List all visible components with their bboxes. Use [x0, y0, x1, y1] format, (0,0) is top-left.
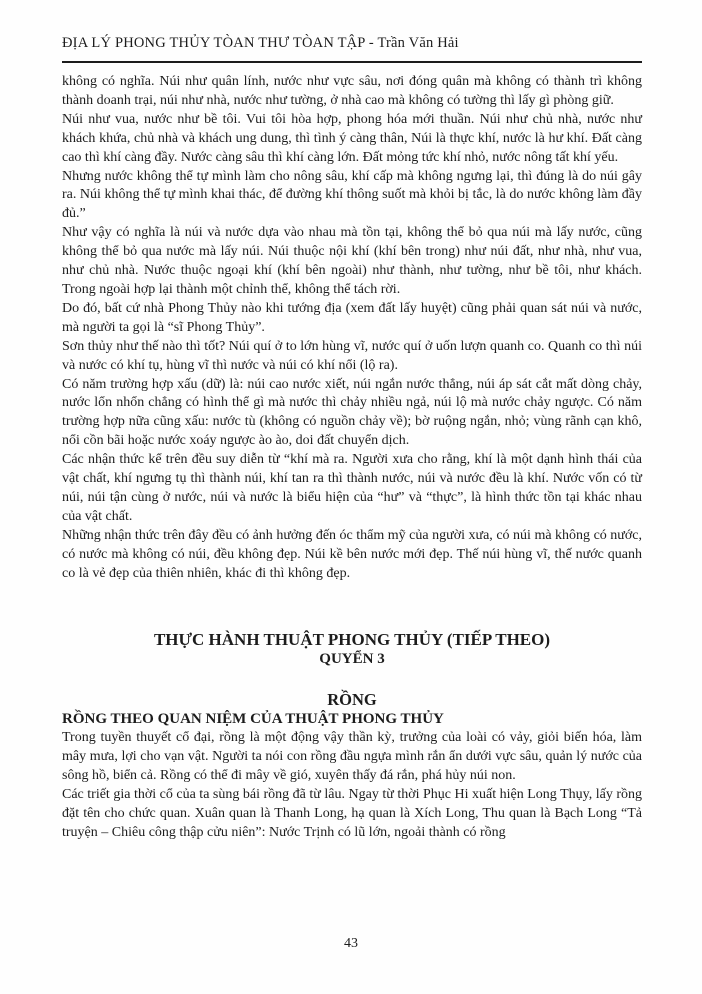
- section-title: THỰC HÀNH THUẬT PHONG THỦY (TIẾP THEO): [153, 630, 551, 650]
- chapter-title: RỒNG: [327, 690, 377, 710]
- paragraph: Các nhận thức kể trên đều suy diễn từ “khí mà ra. Người xưa cho rằng, khí là một dạnh hình thái của vật chất, khí ngưng tụ thì thành núi, khí tan ra thì thành nước, núi và nước đều là khí. Nước vốn có từ núi, núi tận cùng ở nước, núi và nước là biểu hiện của “hư” và “thực”, là hình thức tồn tại khác nhau của vật chất.: [62, 452, 642, 524]
- page-header: [62, 34, 642, 63]
- paragraph: Như vậy có nghĩa là núi và nước dựa vào nhau mà tồn tại, không thể bỏ qua núi mà lấy nước, cũng không thể bỏ qua nước mà lấy núi. Núi thuộc nội khí (khí bên trong) như núi đất, như nhà, như vua, như chủ nhà. Nước thuộc ngoại khí (khí bên ngoài) như thành, như tường, như bề tôi, như khách. Trong ngoài hợp lại thành một chỉnh thể, không thể tách rời.: [62, 225, 642, 297]
- paragraph: không có nghĩa. Núi như quân lính, nước như vực sâu, nơi đóng quân mà không có thành trì không thành doanh trại, núi như nhà, nước như tường, ở nhà cao mà không có tường thì lấy gì phòng giữ.: [62, 74, 642, 108]
- chapter-section: [62, 629, 642, 842]
- paragraph: Do đó, bất cứ nhà Phong Thủy nào khi tướng địa (xem đất lấy huyệt) cũng phải quan sát núi và nước, mà người ta gọi là “sĩ Phong Thủy”.: [62, 300, 642, 335]
- page-number: 43: [344, 936, 358, 951]
- paragraph: Các triết gia thời cổ của ta sùng bái rồng đã từ lâu. Ngay từ thời Phục Hi xuất hiện Long Thụy, lấy rồng đặt tên cho chức quan. Xuân quan là Thanh Long, hạ quan là Xích Long, Thu quan là Bạch Long “Tả truyện – Chiêu công thập cửu niên”: Nước Trịnh có lũ lớn, ngoải thành có rồng: [62, 787, 642, 840]
- section-subtitle: QUYỂN 3: [319, 651, 385, 668]
- header-divider: [62, 61, 642, 63]
- chapter-heading: RỒNG THEO QUAN NIỆM CỦA THUẬT PHONG THỦY: [62, 711, 444, 728]
- paragraph: Có năm trường hợp xấu (dữ) là: núi cao nước xiết, núi ngắn nước thẳng, núi áp sát cắt mất dòng chảy, nước lổn nhổn chẳng có hình thể gì mà nước thì chảy nhiều ngả, núi lộ mà nước chảy ngược. Có năm trường hợp nữa cũng xấu: nước tù (không có nguồn chảy về); bờ ruộng ngắn, nhỏ; vùng rãnh cạn khô, nổi cồn bãi hoặc nước xoáy ngược ào ào, doi đất chuyển dịch.: [62, 376, 642, 449]
- paragraph: Trong tuyền thuyết cổ đại, rồng là một động vậy thần kỳ, trưởng của loài có vảy, giỏi biến hóa, làm mây mưa, lợi cho vạn vật. Người ta nói con rồng đầu ngựa mình rắn ẩn dưới vực sâu, quản lý nước của sông hồ, biển cả. Rồng có thể đi mây về gió, xuyên thấy đá rắn, phá hủy núi non.: [62, 730, 642, 784]
- paragraph: Những nhận thức trên đây đều có ảnh hưởng đến óc thẩm mỹ của người xưa, có núi mà không có nước, có nước mà không có núi, đều không đẹp. Núi kề bên nước mới đẹp. Thế núi hùng vĩ, thế nước quanh co là vẻ đẹp của thiên nhiên, khác đi thì không đẹp.: [62, 527, 642, 581]
- paragraph: Nhưng nước không thể tự mình làm cho nông sâu, khí cấp mà không ngưng lại, thì đúng là do núi gây ra. Núi không thể tự mình khai thác, để đường khí thông suốt mà khỏi bị tắc, là do nước không làm đầy đủ.”: [62, 168, 642, 222]
- running-header-title: ĐỊA LÝ PHONG THỦY TÒAN THƯ TÒAN TẬP - Trần Văn Hải: [62, 35, 459, 51]
- paragraph: Sơn thủy như thế nào thì tốt? Núi quí ở to lớn hùng vĩ, nước quí ở uốn lượn quanh co. Quanh co thì núi và nước có khí tụ, hùng vĩ thì nước và núi có khí nổi (lộ ra).: [62, 338, 642, 373]
- paragraph: Núi như vua, nước như bề tôi. Vui tôi hòa hợp, phong hóa mới thuần. Núi như chủ nhà, nước như khách khứa, chủ nhà và khách ung dung, thì tình ý càng thân, Núi là thực khí, nước là hư khí. Đất càng cao thì khí càng đầy. Nước càng sâu thì khí càng lớn. Đất mỏng tức khí nhỏ, nước nông tất khí yếu.: [62, 111, 642, 165]
- body-text: [62, 73, 642, 583]
